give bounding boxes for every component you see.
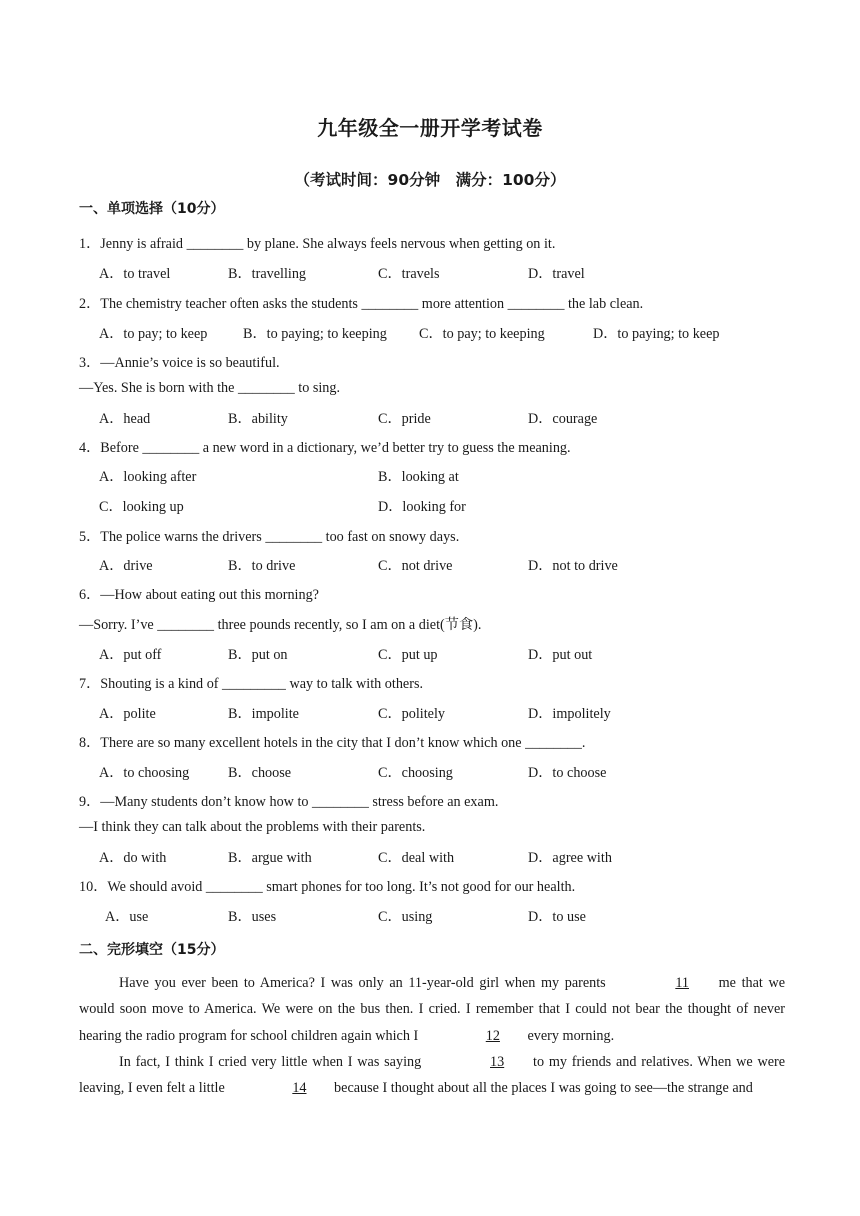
option-5-b[interactable]: B．to drive [228,558,296,574]
option-10-c[interactable]: C．using [378,909,433,925]
cloze-text: me that we would soon move to America. We were on the bus then. I cried. I remember that I could not bear the thought of never hearing the radio program for school children again which I [79,975,786,1044]
option-1-d[interactable]: D．travel [528,266,585,282]
option-7-b[interactable]: B．impolite [228,706,299,722]
question-stem-4: 4．Before ________ a new word in a dictionary, we’d better try to guess the meaning. [79,440,571,456]
option-8-d[interactable]: D．to choose [528,765,607,781]
option-3-c[interactable]: C．pride [378,411,431,427]
question-stem-3: 3．—Annie’s voice is so beautiful. [79,355,280,371]
option-8-c[interactable]: C．choosing [378,765,453,781]
option-4-d[interactable]: D．looking for [378,499,466,515]
question-stem-5: 5．The police warns the drivers ________ too fast on snowy days. [79,529,460,545]
option-6-d[interactable]: D．put out [528,647,593,663]
option-10-d[interactable]: D．to use [528,909,586,925]
option-9-d[interactable]: D．agree with [528,850,612,866]
cloze-paragraph-1 [79,970,785,1049]
option-3-d[interactable]: D．courage [528,411,598,427]
question-stem-9: 9．—Many students don’t know how to ________ stress before an exam. [79,794,499,810]
question-stem-6: 6．—How about eating out this morning? [79,587,319,603]
option-1-c[interactable]: C．travels [378,266,440,282]
option-5-c[interactable]: C．not drive [378,558,453,574]
cloze-blank-12[interactable] [422,1023,524,1049]
question-stem-3-reply: —Yes. She is born with the ________ to sing. [79,380,341,396]
option-4-b[interactable]: B．looking at [378,469,459,485]
option-6-c[interactable]: C．put up [378,647,438,663]
option-1-b[interactable]: B．travelling [228,266,307,282]
option-9-b[interactable]: B．argue with [228,850,312,866]
option-7-d[interactable]: D．impolitely [528,706,611,722]
option-3-a[interactable]: A．head [99,411,151,427]
option-2-a[interactable]: A．to pay; to keep [99,326,208,342]
option-5-a[interactable]: A．drive [99,558,153,574]
section-1-heading: 一、单项选择（10分） [79,201,225,217]
question-stem-6-reply: —Sorry. I’ve ________ three pounds recently, so I am on a diet(节食). [79,617,482,633]
blank-number: 13 [490,1054,505,1070]
cloze-text: every morning. [527,1027,615,1044]
cloze-paragraph-2 [79,1049,785,1102]
option-2-b[interactable]: B．to paying; to keeping [243,326,387,342]
question-stem-10: 10．We should avoid ________ smart phones for too long. It’s not good for our health. [79,879,576,895]
cloze-text: In fact, I think I cried very little when I was saying [119,1054,422,1070]
cloze-blank-11[interactable] [611,970,713,996]
option-10-b[interactable]: B．uses [228,909,277,925]
option-9-c[interactable]: C．deal with [378,850,455,866]
exam-info: （考试时间：90分钟 满分：100分） [294,171,566,189]
question-stem-1: 1．Jenny is afraid ________ by plane. She always feels nervous when getting on it. [79,236,556,252]
option-2-c[interactable]: C．to pay; to keeping [419,326,545,342]
option-1-a[interactable]: A．to travel [99,266,171,282]
blank-number: 12 [485,1027,500,1044]
section-2-heading: 二、完形填空（15分） [79,942,225,958]
option-3-b[interactable]: B．ability [228,411,288,427]
cloze-blank-13[interactable] [426,1049,528,1075]
option-10-a[interactable]: A．use [105,909,149,925]
option-6-a[interactable]: A．put off [99,647,162,663]
option-4-c[interactable]: C．looking up [99,499,184,515]
option-6-b[interactable]: B．put on [228,647,288,663]
question-stem-7: 7．Shouting is a kind of _________ way to talk with others. [79,676,424,692]
blank-number: 11 [675,975,689,991]
option-2-d[interactable]: D．to paying; to keep [593,326,720,342]
option-5-d[interactable]: D．not to drive [528,558,618,574]
cloze-text: to my friends and relatives. When we were leaving, I even felt a little [79,1054,786,1097]
cloze-blank-14[interactable] [228,1075,330,1101]
question-stem-9-reply: —I think they can talk about the problems with their parents. [79,819,426,835]
cloze-text: Have you ever been to America? I was only an 11-year-old girl when my parents [119,975,606,991]
question-stem-8: 8．There are so many excellent hotels in the city that I don’t know which one ________. [79,735,586,751]
option-7-a[interactable]: A．polite [99,706,156,722]
option-4-a[interactable]: A．looking after [99,469,197,485]
page-title: 九年级全一册开学考试卷 [317,116,543,140]
blank-number: 14 [292,1080,307,1097]
option-9-a[interactable]: A．do with [99,850,167,866]
question-stem-2: 2．The chemistry teacher often asks the students ________ more attention ________ the lab clean. [79,296,644,312]
option-8-b[interactable]: B．choose [228,765,292,781]
option-8-a[interactable]: A．to choosing [99,765,190,781]
option-7-c[interactable]: C．politely [378,706,445,722]
cloze-text: because I thought about all the places I was going to see—the strange and [334,1080,753,1097]
